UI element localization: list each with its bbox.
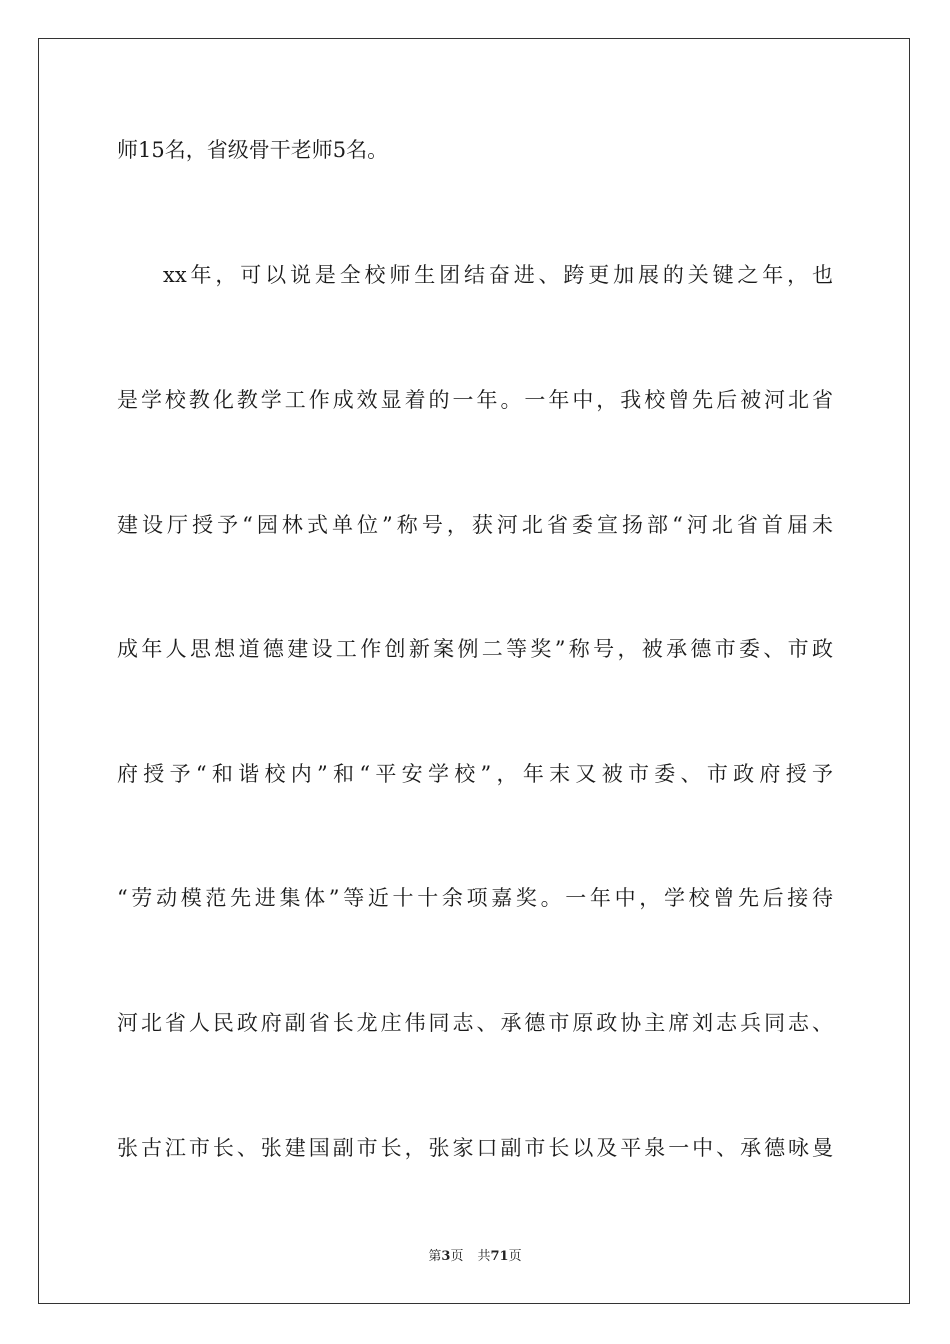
text-line-9: 张古江市长、张建国副市长，张家口副市长以及平泉一中、承德咏曼 (117, 1136, 833, 1160)
text-line-8: 河北省人民政府副省长龙庄伟同志、承德市原政协主席刘志兵同志、 (117, 1011, 833, 1035)
total-suffix: 页 (508, 1249, 522, 1264)
page-prefix: 第 (428, 1249, 442, 1264)
text-line-5: 成年人思想道德建设工作创新案例二等奖”称号，被承德市委、市政 (117, 637, 833, 661)
page-suffix: 页 (450, 1249, 464, 1264)
text-line-2: xx年，可以说是全校师生团结奋进、跨更加展的关键之年，也 (163, 263, 833, 287)
text-line-4: 建设厅授予“园林式单位”称号，获河北省委宣扬部“河北省首届未 (117, 513, 833, 537)
text-line-7: “劳动模范先进集体”等近十十余项嘉奖。一年中，学校曾先后接待 (117, 886, 833, 910)
page-footer (0, 1248, 950, 1266)
page-number: 3 (441, 1249, 451, 1264)
text-line-1: 师15名，省级骨干老师5名。 (117, 138, 389, 162)
text-line-3: 是学校教化教学工作成效显着的一年。一年中，我校曾先后被河北省 (117, 388, 833, 412)
total-prefix: 共 (477, 1249, 491, 1264)
page-border (38, 38, 910, 1304)
total-pages: 71 (490, 1249, 509, 1264)
text-line-6: 府授予“和谐校内”和“平安学校”，年末又被市委、市政府授予 (117, 762, 833, 786)
